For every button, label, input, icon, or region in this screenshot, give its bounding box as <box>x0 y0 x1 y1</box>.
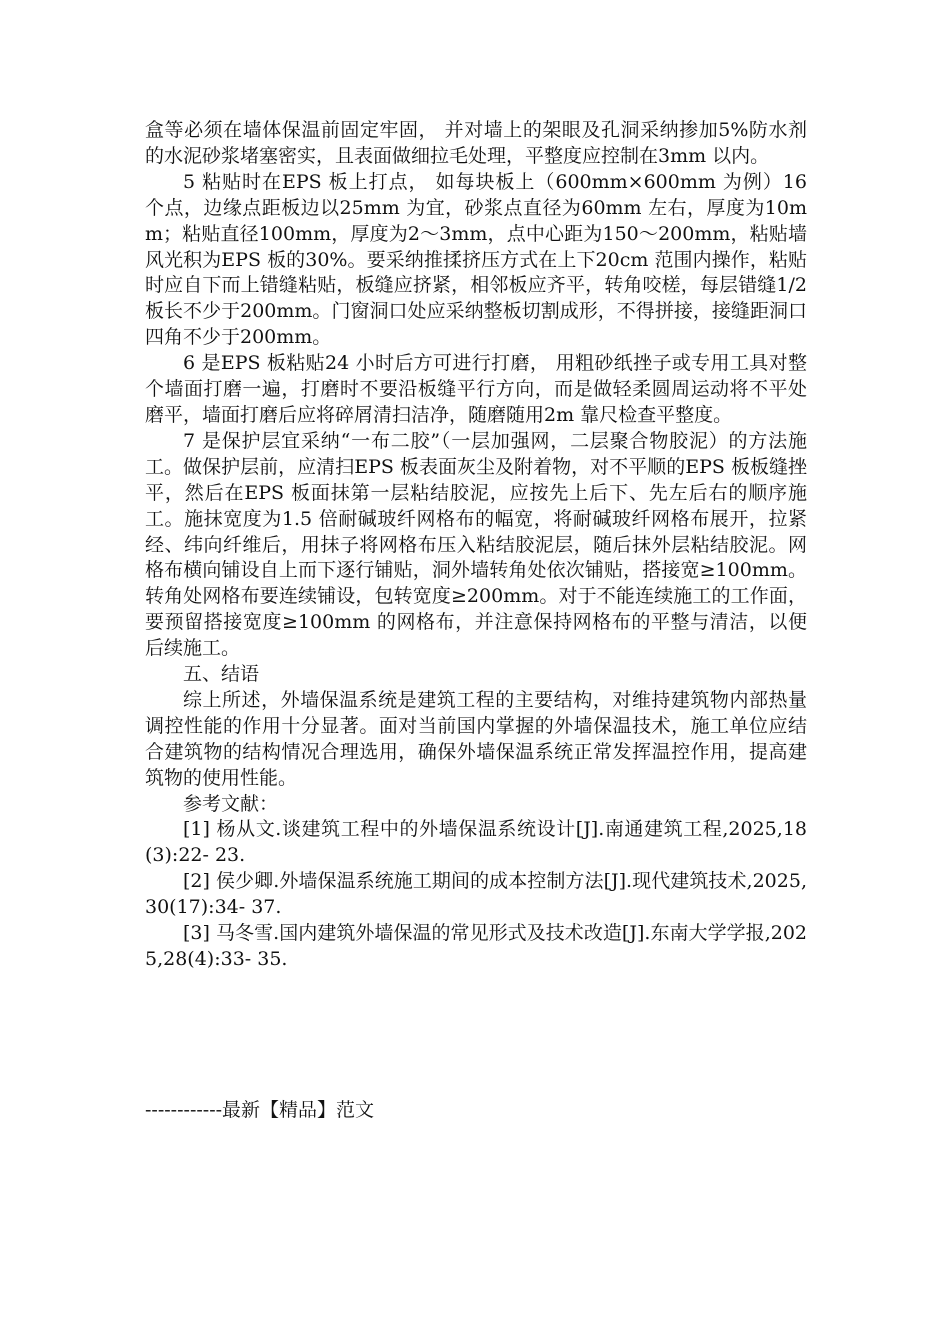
paragraph-conclusion: 综上所述，外墙保温系统是建筑工程的主要结构，对维持建筑物内部热量调控性能的作用十分显著。面对当前国内掌握的外墙保温技术，施工单位应结合建筑物的结构情况合理选用，确保外墙保温系统正常发挥温控作用，提高建筑物的使用性能。 <box>145 688 807 789</box>
document-body <box>145 118 807 973</box>
reference-item-2: [2] 侯少卿.外墙保温系统施工期间的成本控制方法[J].现代建筑技术,2025,30(17):34- 37. <box>145 870 807 919</box>
page-footer: ------------最新【精品】范文 <box>145 1099 375 1121</box>
paragraph-continuation: 盒等必须在墙体保温前固定牢固， 并对墙上的架眼及孔洞采纳掺加5%防水剂的水泥砂浆堵塞密实，且表面做细拉毛处理，平整度应控制在3mm 以内。 <box>145 119 807 167</box>
section-heading-conclusion: 五、结语 <box>183 663 260 686</box>
paragraph-step-7: 7 是保护层宜采纳“一布二胶”（一层加强网，二层聚合物胶泥）的方法施工。做保护层前，应清扫EPS 板表面灰尘及附着物，对不平顺的EPS 板板缝挫平，然后在EPS 板面抹第一层粘结胶泥，应按先上后下、先左后右的顺序施工。施抹宽度为1.5 倍耐碱玻纤网格布的幅宽，将耐碱玻纤网格布展开，拉紧经、纬向纤维后，用抹子将网格布压入粘结胶泥层，随后抹外层粘结胶泥。网格布横向铺设自上而下逐行铺贴，洞外墙转角处依次铺贴，搭接宽≥100mm。转角处网格布要连续铺设，包转宽度≥200mm。对于不能连续施工的工作面，要预留搭接宽度≥100mm 的网格布，并注意保持网格布的平整与清洁，以便后续施工。 <box>145 429 807 660</box>
references-heading: 参考文献： <box>183 792 279 815</box>
reference-item-1: [1] 杨从文.谈建筑工程中的外墙保温系统设计[J].南通建筑工程,2025,18(3):22- 23. <box>145 818 807 867</box>
reference-item-3: [3] 马冬雪.国内建筑外墙保温的常见形式及技术改造[J].东南大学学报,2025,28(4):33- 35. <box>145 922 807 970</box>
paragraph-step-6: 6 是EPS 板粘贴24 小时后方可进行打磨， 用粗砂纸挫子或专用工具对整个墙面打磨一遍，打磨时不要沿板缝平行方向，而是做轻柔圆周运动将不平处磨平，墙面打磨后应将碎屑清扫洁净，随磨随用2m 靠尺检查平整度。 <box>145 352 807 426</box>
paragraph-step-5: 5 粘贴时在EPS 板上打点， 如每块板上（600mm×600mm 为例）16 个点，边缘点距板边以25mm 为宜，砂浆点直径为60mm 左右，厚度为10mm；粘贴直径100mm，厚度为2～3mm，点中心距为150～200mm，粘贴墙风光积为EPS 板的30%。要采纳推揉挤压方式在上下20cm 范围内操作，粘贴时应自下而上错缝粘贴，板缝应挤紧，相邻板应齐平，转角咬槎，每层错缝1/2 板长不少于200mm。门窗洞口处应采纳整板切割成形，不得拼接，接缝距洞口四角不少于200mm。 <box>145 170 807 349</box>
